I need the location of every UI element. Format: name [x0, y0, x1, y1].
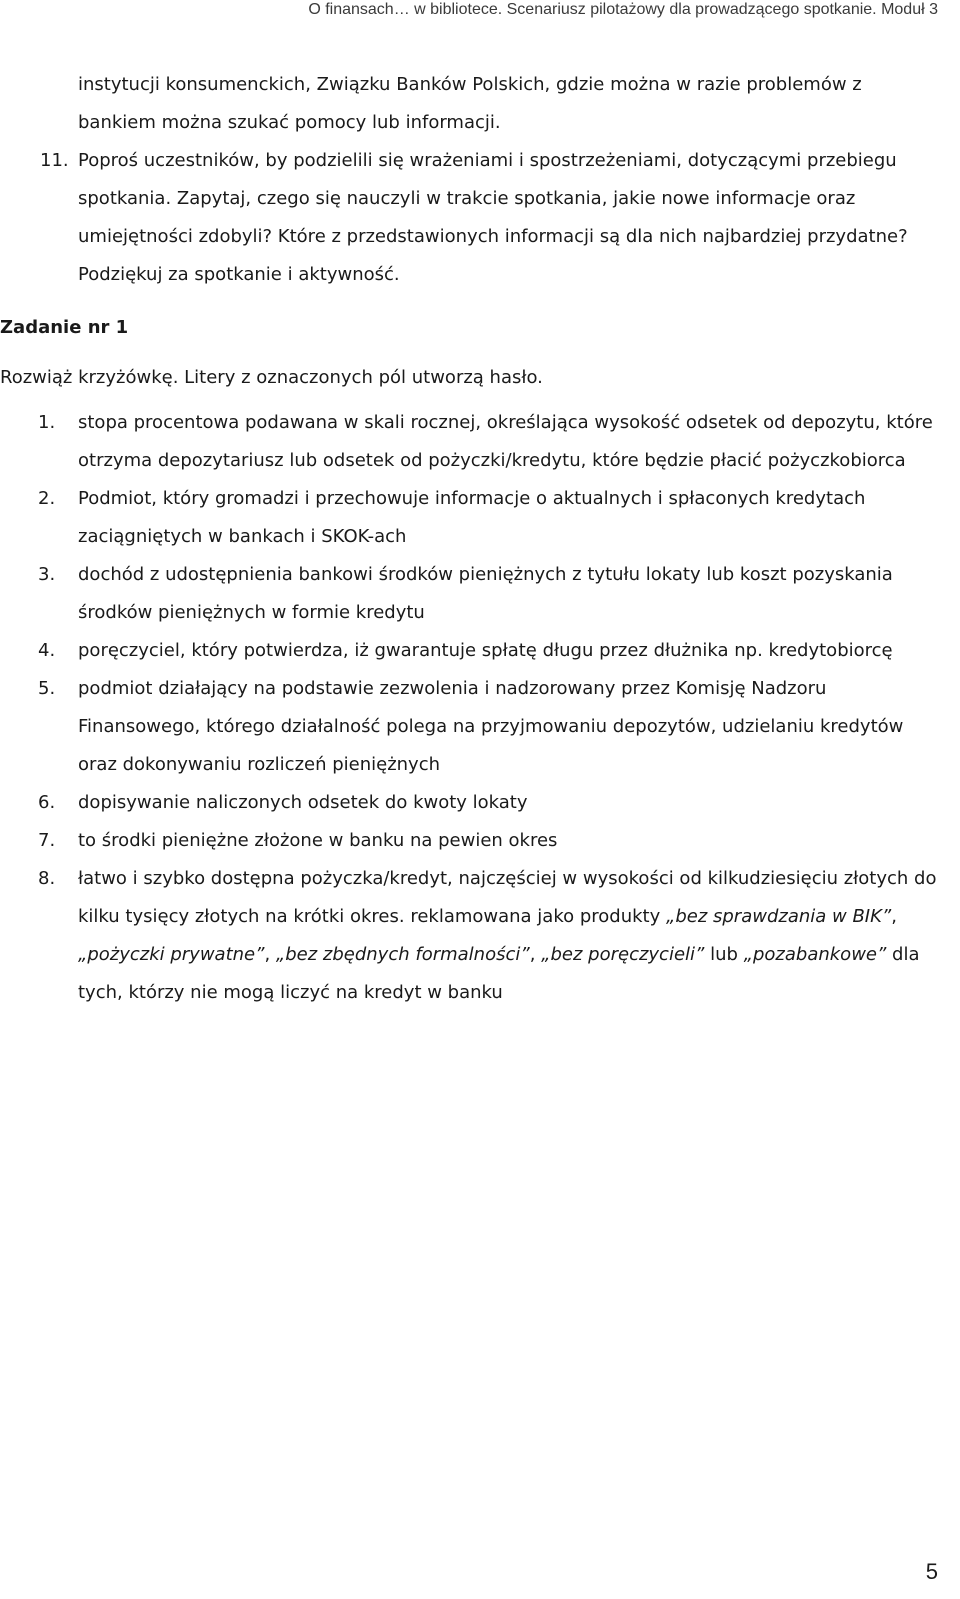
clue-number: 1. [38, 412, 56, 433]
phrase-separator: , [529, 944, 542, 965]
crossword-clues [0, 404, 945, 1012]
clue-text: to środki pieniężne złożone w banku na pewien okres [78, 830, 558, 851]
quoted-phrase: „bez sprawdzania w BIK” [666, 906, 892, 927]
list-item-number: 11. [40, 150, 69, 171]
clue-text: stopa procentowa podawana w skali rocznej, określająca wysokość odsetek od depozytu, które otrzyma depozytariusz lub odsetek od pożyczki/kredytu, które będzie płacić pożyczkobiorca [78, 412, 933, 471]
phrase-separator: , [891, 906, 897, 927]
quoted-phrase: „pożyczki prywatne” [78, 944, 265, 965]
clue-text: podmiot działający na podstawie zezwolenia i nadzorowany przez Komisję Nadzoru Finansowego, którego działalność polega na przyjmowaniu depozytów, udzielaniu kredytów oraz dokonywaniu rozliczeń pieniężnych [78, 678, 904, 775]
clue-item [0, 632, 945, 670]
continuation-paragraph: instytucji konsumenckich, Związku Banków Polskich, gdzie można w razie problemów z bankiem można szukać pomocy lub informacji. [78, 74, 862, 133]
clue-text: dopisywanie naliczonych odsetek do kwoty lokaty [78, 792, 528, 813]
running-header: O finansach… w bibliotece. Scenariusz pilotażowy dla prowadzącego spotkanie. Moduł 3 [308, 1, 938, 18]
quoted-phrase: „pozabankowe” [743, 944, 887, 965]
clue-number: 6. [38, 792, 56, 813]
clue-number: 2. [38, 488, 56, 509]
clue-number: 8. [38, 868, 56, 889]
clue-text: Podmiot, który gromadzi i przechowuje informacje o aktualnych i spłaconych kredytach zaciągniętych w bankach i SKOK-ach [78, 488, 866, 547]
list-item-11 [0, 142, 945, 294]
page-number: 5 [925, 1559, 938, 1584]
clue-text-lead: łatwo i szybko dostępna pożyczka/kredyt, najczęściej w wysokości od kilkudziesięciu złotych do kilku tysięcy złotych na krótki okres. reklamowana jako produkty [78, 868, 937, 927]
clue-item [0, 404, 945, 480]
clue-number: 4. [38, 640, 56, 661]
clue-number: 3. [38, 564, 56, 585]
clue-item [0, 556, 945, 632]
clue-item-8 [0, 860, 945, 1012]
quoted-phrase: „bez zbędnych formalności” [275, 944, 530, 965]
task-instruction: Rozwiąż krzyżówkę. Litery z oznaczonych pól utworzą hasło. [0, 367, 543, 388]
clue-item [0, 480, 945, 556]
list-item-text: Poproś uczestników, by podzielili się wrażeniami i spostrzeżeniami, dotyczącymi przebiegu spotkania. Zapytaj, czego się nauczyli w trakcie spotkania, jakie nowe informacje oraz umiejętności zdobyli? Które z przedstawionych informacji są dla nich najbardziej przydatne? Podziękuj za spotkanie i aktywność. [78, 150, 908, 285]
clue-item [0, 670, 945, 784]
clue-number: 5. [38, 678, 56, 699]
clue-item [0, 784, 945, 822]
task-title: Zadanie nr 1 [0, 317, 129, 338]
quoted-phrase: „bez poręczycieli” [541, 944, 705, 965]
page-content [0, 66, 945, 1012]
clue-text-tail: dla tych, którzy nie mogą liczyć na kredyt w banku [78, 944, 920, 1003]
clue-text: dochód z udostępnienia bankowi środków pieniężnych z tytułu lokaty lub koszt pozyskania środków pieniężnych w formie kredytu [78, 564, 893, 623]
clue-number: 7. [38, 830, 56, 851]
phrase-separator: lub [704, 944, 744, 965]
clue-text: poręczyciel, który potwierdza, iż gwarantuje spłatę długu przez dłużnika np. kredytobiorcę [78, 640, 893, 661]
clue-text [78, 868, 936, 1003]
phrase-separator: , [264, 944, 276, 965]
clue-item [0, 822, 945, 860]
